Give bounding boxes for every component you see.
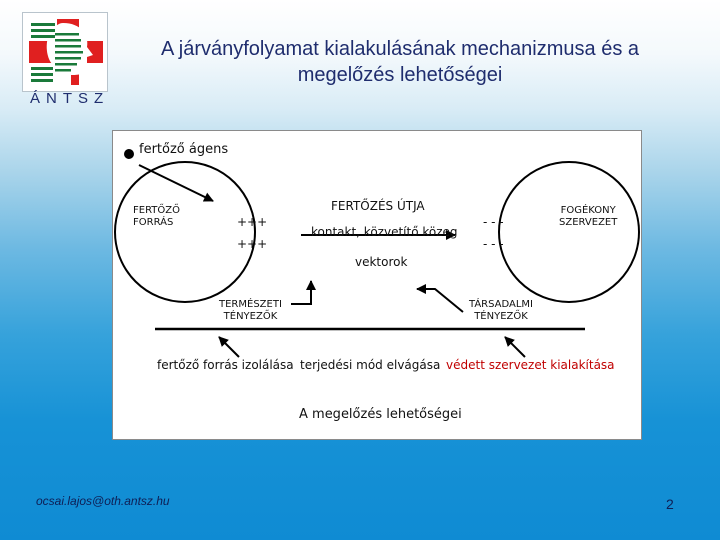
social-factors-label [469,299,533,323]
social-line-2: TÉNYEZŐK [474,311,528,322]
source-label [133,205,180,229]
minus-top: - - - [483,215,504,229]
diagram-panel [112,130,642,440]
susceptible-label [559,205,617,229]
plus-bottom: +++ [237,237,268,251]
measure-protection: védett szervezet kialakítása [446,358,615,372]
route-contact: kontakt, közvetítő közeg [311,225,458,239]
source-circle [115,162,255,302]
org-name: ÁNTSZ [30,90,110,107]
prevention-heading: A megelőzés lehetőségei [299,407,462,422]
diagram-graphics [113,131,641,439]
natural-factors-label [219,299,282,323]
slide-title [110,36,690,88]
agent-bullet [124,149,134,159]
logo-graphic [23,13,107,91]
route-vector: vektorok [355,255,408,269]
isolation-arrow [219,337,239,357]
minus-bottom: - - - [483,237,504,251]
natural-arrow [291,281,311,304]
susceptible-circle [499,162,639,302]
title-line-1: A járványfolyamat kialakulásának mechanizmusa és a [160,38,640,60]
social-arrow [417,289,463,312]
footer-email: ocsai.lajos@oth.antsz.hu [36,494,170,508]
page-number: 2 [666,496,674,512]
agent-label: fertőző ágens [139,142,229,157]
natural-line-2: TÉNYEZŐK [223,311,278,322]
susceptible-line-1: FOGÉKONY [560,205,616,216]
protection-arrow [505,337,525,357]
social-line-1: TÁRSADALMI [469,299,534,310]
susceptible-line-2: SZERVEZET [559,217,618,228]
measure-route: terjedési mód elvágása [300,358,441,372]
route-title: FERTŐZÉS ÚTJA [331,199,425,213]
plus-top: +++ [237,215,268,229]
source-line-2: FORRÁS [133,217,174,228]
title-line-2: megelőzés lehetőségei [297,64,503,86]
source-line-1: FERTŐZŐ [133,205,180,216]
antsz-logo [22,12,108,92]
natural-line-1: TERMÉSZETI [219,299,282,310]
measure-isolation: fertőző forrás izolálása [157,358,294,372]
